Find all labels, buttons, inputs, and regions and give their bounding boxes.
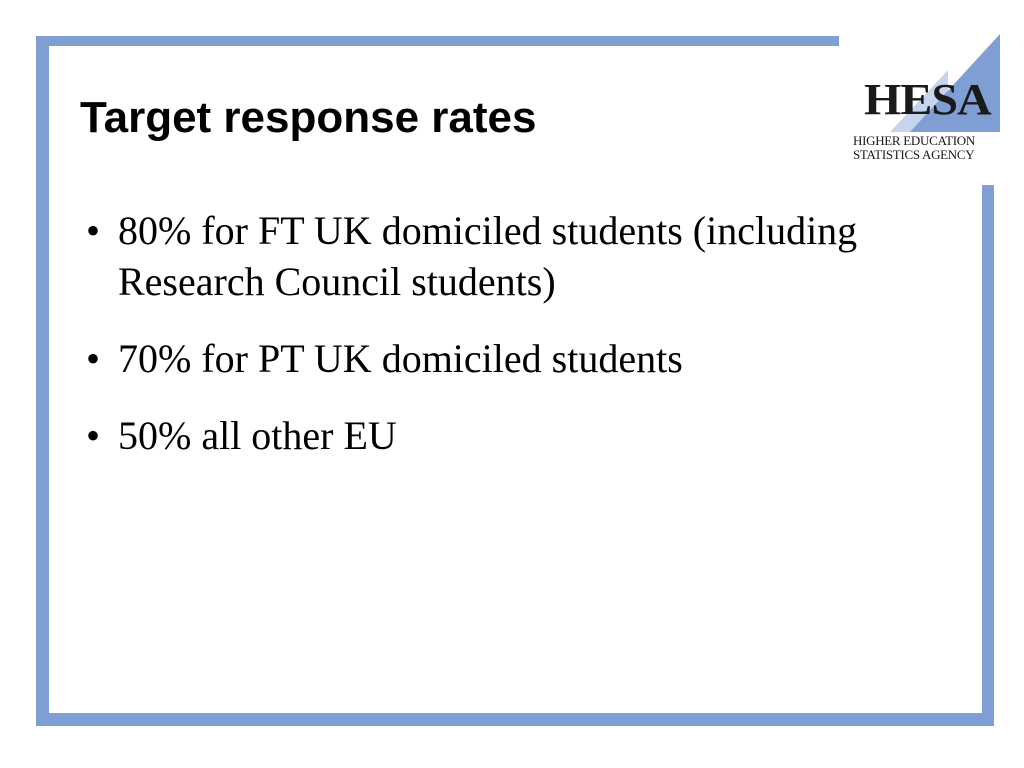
frame-right-bar <box>982 185 994 726</box>
bullet-item-2: • 70% for PT UK domiciled students <box>82 333 962 384</box>
bullet-list <box>82 205 962 487</box>
logo-wordmark: HESA <box>864 75 991 124</box>
frame-top-bar <box>36 36 839 46</box>
bullet-item-3: • 50% all other EU <box>82 410 962 461</box>
logo-subtitle-line-1: HIGHER EDUCATION <box>853 133 975 148</box>
frame-left-bar <box>36 36 49 726</box>
slide-title: Target response rates <box>80 93 537 142</box>
logo-subtitle-line-2: STATISTICS AGENCY <box>853 147 975 162</box>
frame-bottom-bar <box>36 713 994 726</box>
bullet-item-1: • 80% for FT UK domiciled students (including Research Council students) <box>82 205 962 307</box>
hesa-logo <box>850 30 1002 170</box>
